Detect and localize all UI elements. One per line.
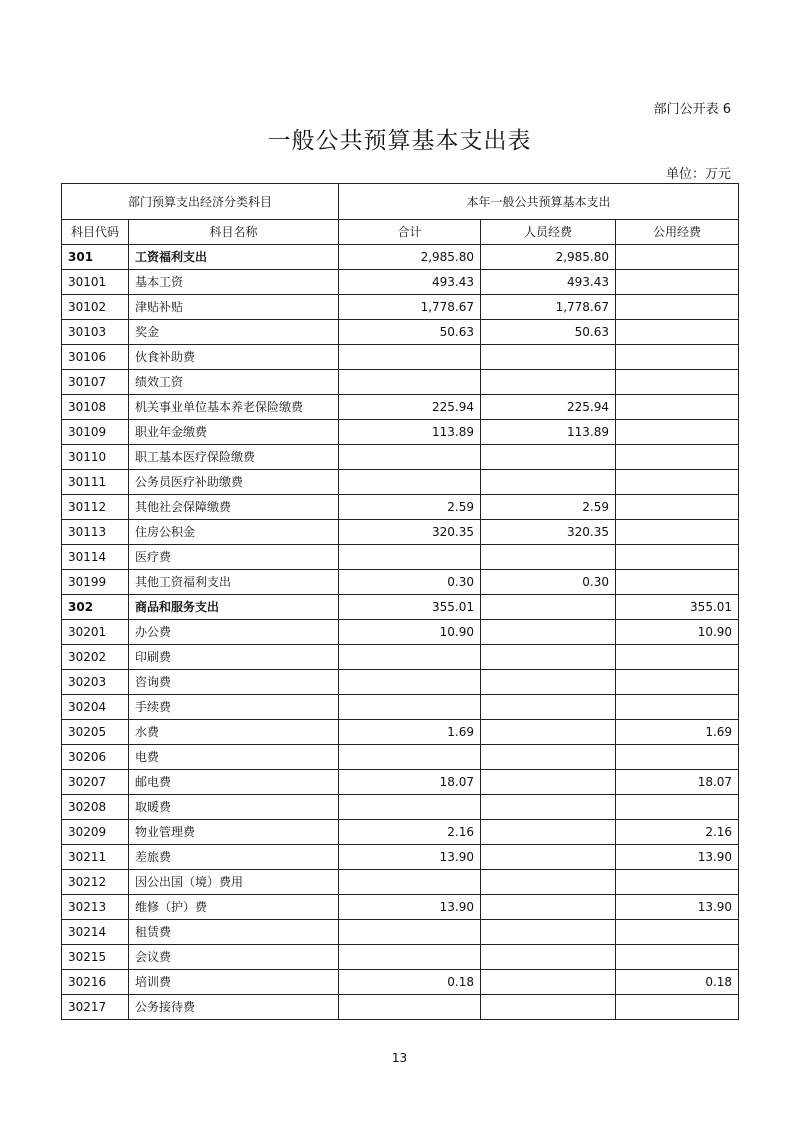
column-header-name: 科目名称 (129, 220, 339, 245)
row-code-cell: 30215 (62, 945, 129, 970)
row-personnel-cell: 320.35 (481, 520, 616, 545)
row-total-cell (339, 445, 481, 470)
row-personnel-cell (481, 470, 616, 495)
row-total-cell (339, 745, 481, 770)
table-row (62, 995, 739, 1020)
table-row (62, 920, 739, 945)
row-code-cell: 30103 (62, 320, 129, 345)
row-personnel-cell: 493.43 (481, 270, 616, 295)
table-body (62, 245, 739, 1020)
row-code-cell: 30211 (62, 845, 129, 870)
row-personnel-cell (481, 545, 616, 570)
table-row (62, 295, 739, 320)
row-name-cell: 其他社会保障缴费 (129, 495, 339, 520)
row-name-cell: 手续费 (129, 695, 339, 720)
row-name-cell: 医疗费 (129, 545, 339, 570)
row-public-cell (616, 545, 739, 570)
row-name-cell: 水费 (129, 720, 339, 745)
row-total-cell (339, 995, 481, 1020)
table-row (62, 870, 739, 895)
row-personnel-cell (481, 820, 616, 845)
row-public-cell (616, 670, 739, 695)
table-row (62, 645, 739, 670)
row-personnel-cell: 113.89 (481, 420, 616, 445)
table-row (62, 845, 739, 870)
group-header-basic-expenditure: 本年一般公共预算基本支出 (339, 184, 739, 220)
row-public-cell: 13.90 (616, 895, 739, 920)
row-name-cell: 基本工资 (129, 270, 339, 295)
row-code-cell: 30108 (62, 395, 129, 420)
row-personnel-cell: 0.30 (481, 570, 616, 595)
row-name-cell: 咨询费 (129, 670, 339, 695)
row-personnel-cell (481, 670, 616, 695)
row-code-cell: 302 (62, 595, 129, 620)
row-public-cell (616, 370, 739, 395)
row-personnel-cell (481, 770, 616, 795)
row-name-cell: 机关事业单位基本养老保险缴费 (129, 395, 339, 420)
row-personnel-cell (481, 845, 616, 870)
row-total-cell (339, 370, 481, 395)
row-public-cell (616, 470, 739, 495)
table-row (62, 745, 739, 770)
table-row (62, 770, 739, 795)
row-code-cell: 30203 (62, 670, 129, 695)
row-code-cell: 30102 (62, 295, 129, 320)
row-personnel-cell (481, 970, 616, 995)
row-public-cell (616, 420, 739, 445)
row-public-cell (616, 995, 739, 1020)
column-header-public: 公用经费 (616, 220, 739, 245)
page-title: 一般公共预算基本支出表 (267, 128, 532, 154)
row-code-cell: 30112 (62, 495, 129, 520)
row-name-cell: 住房公积金 (129, 520, 339, 545)
row-name-cell: 其他工资福利支出 (129, 570, 339, 595)
row-public-cell (616, 695, 739, 720)
row-total-cell (339, 920, 481, 945)
row-total-cell: 1,778.67 (339, 295, 481, 320)
row-personnel-cell: 225.94 (481, 395, 616, 420)
row-personnel-cell (481, 595, 616, 620)
row-public-cell (616, 570, 739, 595)
row-total-cell: 13.90 (339, 845, 481, 870)
row-name-cell: 奖金 (129, 320, 339, 345)
row-code-cell: 301 (62, 245, 129, 270)
row-public-cell: 355.01 (616, 595, 739, 620)
row-personnel-cell (481, 445, 616, 470)
table-row (62, 345, 739, 370)
row-total-cell: 2.59 (339, 495, 481, 520)
row-personnel-cell (481, 945, 616, 970)
row-total-cell (339, 470, 481, 495)
row-public-cell (616, 270, 739, 295)
table-row (62, 820, 739, 845)
row-personnel-cell (481, 995, 616, 1020)
row-name-cell: 伙食补助费 (129, 345, 339, 370)
table-group-header-row (62, 184, 739, 220)
row-public-cell (616, 320, 739, 345)
row-name-cell: 办公费 (129, 620, 339, 645)
row-total-cell: 0.30 (339, 570, 481, 595)
table-row (62, 545, 739, 570)
row-name-cell: 邮电费 (129, 770, 339, 795)
table-row (62, 670, 739, 695)
row-total-cell (339, 345, 481, 370)
row-personnel-cell: 50.63 (481, 320, 616, 345)
form-number: 部门公开表 6 (653, 102, 731, 117)
row-code-cell: 30114 (62, 545, 129, 570)
row-personnel-cell: 2,985.80 (481, 245, 616, 270)
row-code-cell: 30212 (62, 870, 129, 895)
row-public-cell: 13.90 (616, 845, 739, 870)
row-total-cell: 2.16 (339, 820, 481, 845)
table-row (62, 370, 739, 395)
row-name-cell: 因公出国（境）费用 (129, 870, 339, 895)
row-name-cell: 取暖费 (129, 795, 339, 820)
row-code-cell: 30111 (62, 470, 129, 495)
row-total-cell: 1.69 (339, 720, 481, 745)
table-row (62, 320, 739, 345)
row-code-cell: 30199 (62, 570, 129, 595)
row-name-cell: 公务接待费 (129, 995, 339, 1020)
row-public-cell (616, 345, 739, 370)
row-public-cell (616, 295, 739, 320)
row-public-cell (616, 520, 739, 545)
row-name-cell: 津贴补贴 (129, 295, 339, 320)
row-public-cell (616, 245, 739, 270)
table-row (62, 520, 739, 545)
table-row (62, 570, 739, 595)
column-header-total: 合计 (339, 220, 481, 245)
row-public-cell: 10.90 (616, 620, 739, 645)
row-public-cell (616, 445, 739, 470)
row-public-cell (616, 945, 739, 970)
table-column-header-row (62, 220, 739, 245)
row-total-cell (339, 545, 481, 570)
row-total-cell: 2,985.80 (339, 245, 481, 270)
row-total-cell: 493.43 (339, 270, 481, 295)
row-total-cell (339, 945, 481, 970)
row-personnel-cell: 2.59 (481, 495, 616, 520)
row-public-cell: 0.18 (616, 970, 739, 995)
row-code-cell: 30109 (62, 420, 129, 445)
row-personnel-cell (481, 695, 616, 720)
row-code-cell: 30213 (62, 895, 129, 920)
table-category-row (62, 595, 739, 620)
row-total-cell (339, 870, 481, 895)
row-total-cell (339, 670, 481, 695)
table-row (62, 495, 739, 520)
row-public-cell (616, 395, 739, 420)
row-name-cell: 租赁费 (129, 920, 339, 945)
table-row (62, 470, 739, 495)
row-name-cell: 会议费 (129, 945, 339, 970)
row-public-cell (616, 870, 739, 895)
row-public-cell: 18.07 (616, 770, 739, 795)
row-personnel-cell (481, 920, 616, 945)
table-row (62, 945, 739, 970)
table-row (62, 795, 739, 820)
row-name-cell: 职业年金缴费 (129, 420, 339, 445)
row-total-cell: 13.90 (339, 895, 481, 920)
row-public-cell: 2.16 (616, 820, 739, 845)
table-row (62, 970, 739, 995)
row-personnel-cell (481, 895, 616, 920)
group-header-classification: 部门预算支出经济分类科目 (62, 184, 339, 220)
row-code-cell: 30214 (62, 920, 129, 945)
row-personnel-cell (481, 620, 616, 645)
row-total-cell: 355.01 (339, 595, 481, 620)
table-row (62, 420, 739, 445)
row-public-cell (616, 495, 739, 520)
row-public-cell: 1.69 (616, 720, 739, 745)
row-name-cell: 电费 (129, 745, 339, 770)
row-code-cell: 30101 (62, 270, 129, 295)
row-personnel-cell: 1,778.67 (481, 295, 616, 320)
row-name-cell: 工资福利支出 (129, 245, 339, 270)
table-row (62, 895, 739, 920)
table-row (62, 395, 739, 420)
table-row (62, 720, 739, 745)
row-public-cell (616, 745, 739, 770)
table-category-row (62, 245, 739, 270)
row-total-cell: 50.63 (339, 320, 481, 345)
row-code-cell: 30208 (62, 795, 129, 820)
row-name-cell: 商品和服务支出 (129, 595, 339, 620)
row-name-cell: 职工基本医疗保险缴费 (129, 445, 339, 470)
row-personnel-cell (481, 870, 616, 895)
budget-table (61, 183, 739, 1020)
unit-label: 单位：万元 (665, 167, 731, 182)
table-row (62, 695, 739, 720)
row-name-cell: 绩效工资 (129, 370, 339, 395)
row-personnel-cell (481, 795, 616, 820)
row-code-cell: 30206 (62, 745, 129, 770)
row-total-cell: 113.89 (339, 420, 481, 445)
row-total-cell (339, 695, 481, 720)
table-row (62, 270, 739, 295)
row-total-cell: 10.90 (339, 620, 481, 645)
row-public-cell (616, 795, 739, 820)
row-total-cell (339, 795, 481, 820)
page-number: 13 (391, 1051, 408, 1065)
row-public-cell (616, 920, 739, 945)
row-name-cell: 差旅费 (129, 845, 339, 870)
row-name-cell: 印刷费 (129, 645, 339, 670)
row-code-cell: 30205 (62, 720, 129, 745)
row-code-cell: 30209 (62, 820, 129, 845)
row-personnel-cell (481, 345, 616, 370)
row-code-cell: 30216 (62, 970, 129, 995)
row-code-cell: 30201 (62, 620, 129, 645)
column-header-code: 科目代码 (62, 220, 129, 245)
row-name-cell: 培训费 (129, 970, 339, 995)
row-name-cell: 维修（护）费 (129, 895, 339, 920)
row-total-cell (339, 645, 481, 670)
row-total-cell: 0.18 (339, 970, 481, 995)
row-code-cell: 30207 (62, 770, 129, 795)
row-name-cell: 物业管理费 (129, 820, 339, 845)
row-code-cell: 30217 (62, 995, 129, 1020)
row-total-cell: 320.35 (339, 520, 481, 545)
row-code-cell: 30107 (62, 370, 129, 395)
row-personnel-cell (481, 720, 616, 745)
table-row (62, 445, 739, 470)
row-code-cell: 30113 (62, 520, 129, 545)
row-code-cell: 30110 (62, 445, 129, 470)
column-header-personnel: 人员经费 (481, 220, 616, 245)
row-public-cell (616, 645, 739, 670)
row-total-cell: 18.07 (339, 770, 481, 795)
table-row (62, 620, 739, 645)
row-personnel-cell (481, 645, 616, 670)
row-total-cell: 225.94 (339, 395, 481, 420)
row-code-cell: 30202 (62, 645, 129, 670)
row-code-cell: 30204 (62, 695, 129, 720)
row-personnel-cell (481, 370, 616, 395)
row-personnel-cell (481, 745, 616, 770)
row-name-cell: 公务员医疗补助缴费 (129, 470, 339, 495)
row-code-cell: 30106 (62, 345, 129, 370)
